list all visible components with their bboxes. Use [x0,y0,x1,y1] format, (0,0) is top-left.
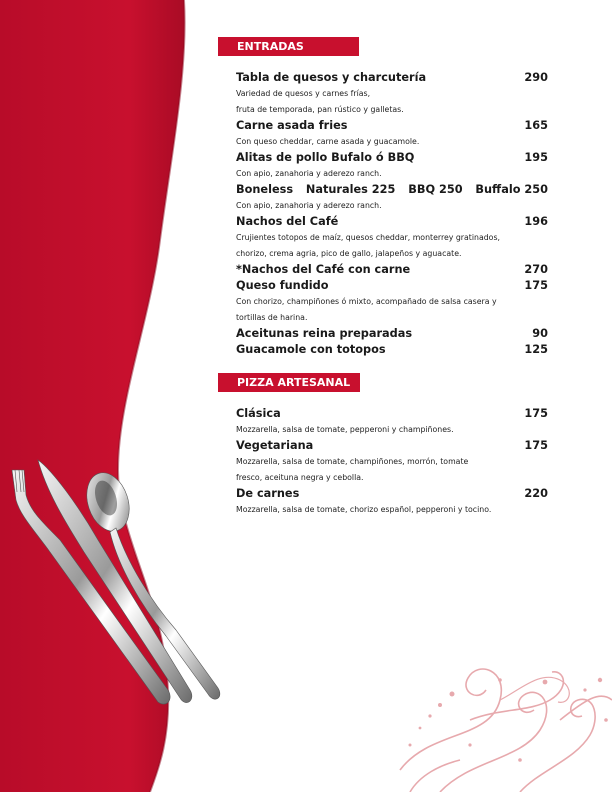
floral-swirl-icon [400,669,612,792]
item-description: Con apio, zanahoria y aderezo ranch. [236,201,382,210]
menu-item-carne-asada [236,118,548,134]
item-price: 196 [524,215,548,228]
menu-item-nachos-carne [236,262,548,278]
pizza-list [236,406,548,518]
item-name: Boneless [236,183,294,196]
item-name: Clásica [236,407,281,420]
item-price: 175 [524,439,548,452]
item-description: Con chorizo, champiñones ó mixto, acompañado de salsa casera y [236,297,497,306]
item-price: 220 [524,487,548,500]
item-price: 125 [524,343,548,356]
item-description: Con apio, zanahoria y aderezo ranch. [236,169,382,178]
item-description: tortillas de harina. [236,313,308,322]
item-name: Vegetariana [236,439,314,452]
menu-item-alitas [236,150,548,166]
item-description: fruta de temporada, pan rústico y galletas. [236,105,404,114]
item-name: Queso fundido [236,279,329,292]
item-price: 270 [524,263,548,276]
item-price: 195 [524,151,548,164]
item-price: 90 [532,327,548,340]
item-description: chorizo, crema agria, pico de gallo, jalapeños y aguacate. [236,249,462,258]
item-description: Variedad de quesos y carnes frías, [236,89,371,98]
menu-item-vegetariana [236,438,548,454]
red-side-panel [0,0,185,792]
menu-item-aceitunas [236,326,548,342]
menu-item-tabla [236,70,548,86]
boneless-option: Naturales 225 [305,183,396,196]
item-name: Tabla de quesos y charcutería [236,71,427,84]
menu-item-queso-fundido [236,278,548,294]
item-description: Con queso cheddar, carne asada y guacamole. [236,137,420,146]
menu-item-guacamole [236,342,548,358]
boneless-option: Buffalo 250 [475,183,548,196]
item-price: 175 [524,407,548,420]
menu-item-nachos [236,214,548,230]
item-name: Carne asada fries [236,119,348,132]
item-price: 290 [524,71,548,84]
item-description: Mozzarella, salsa de tomate, pepperoni y champiñones. [236,425,454,434]
item-name: Alitas de pollo Bufalo ó BBQ [236,151,415,164]
item-price: 175 [524,279,548,292]
item-name: Guacamole con totopos [236,343,386,356]
item-name: *Nachos del Café con carne [236,263,411,276]
item-description: fresco, aceituna negra y cebolla. [236,473,364,482]
item-price: 165 [524,119,548,132]
item-description: Mozzarella, salsa de tomate, champiñones, morrón, tomate [236,457,469,466]
boneless-option: BBQ 250 [408,183,463,196]
item-name: Nachos del Café [236,215,339,228]
section-header-pizza: PIZZA ARTESANAL [218,373,360,392]
item-description: Crujientes totopos de maíz, quesos cheddar, monterrey gratinados, [236,233,500,242]
entradas-list [236,70,548,358]
menu-item-boneless [236,182,548,198]
item-description: Mozzarella, salsa de tomate, chorizo español, pepperoni y tocino. [236,505,492,514]
item-name: De carnes [236,487,300,500]
item-name: Aceitunas reina preparadas [236,327,413,340]
menu-item-de-carnes [236,486,548,502]
section-header-entradas: ENTRADAS [218,37,359,56]
menu-item-clasica [236,406,548,422]
